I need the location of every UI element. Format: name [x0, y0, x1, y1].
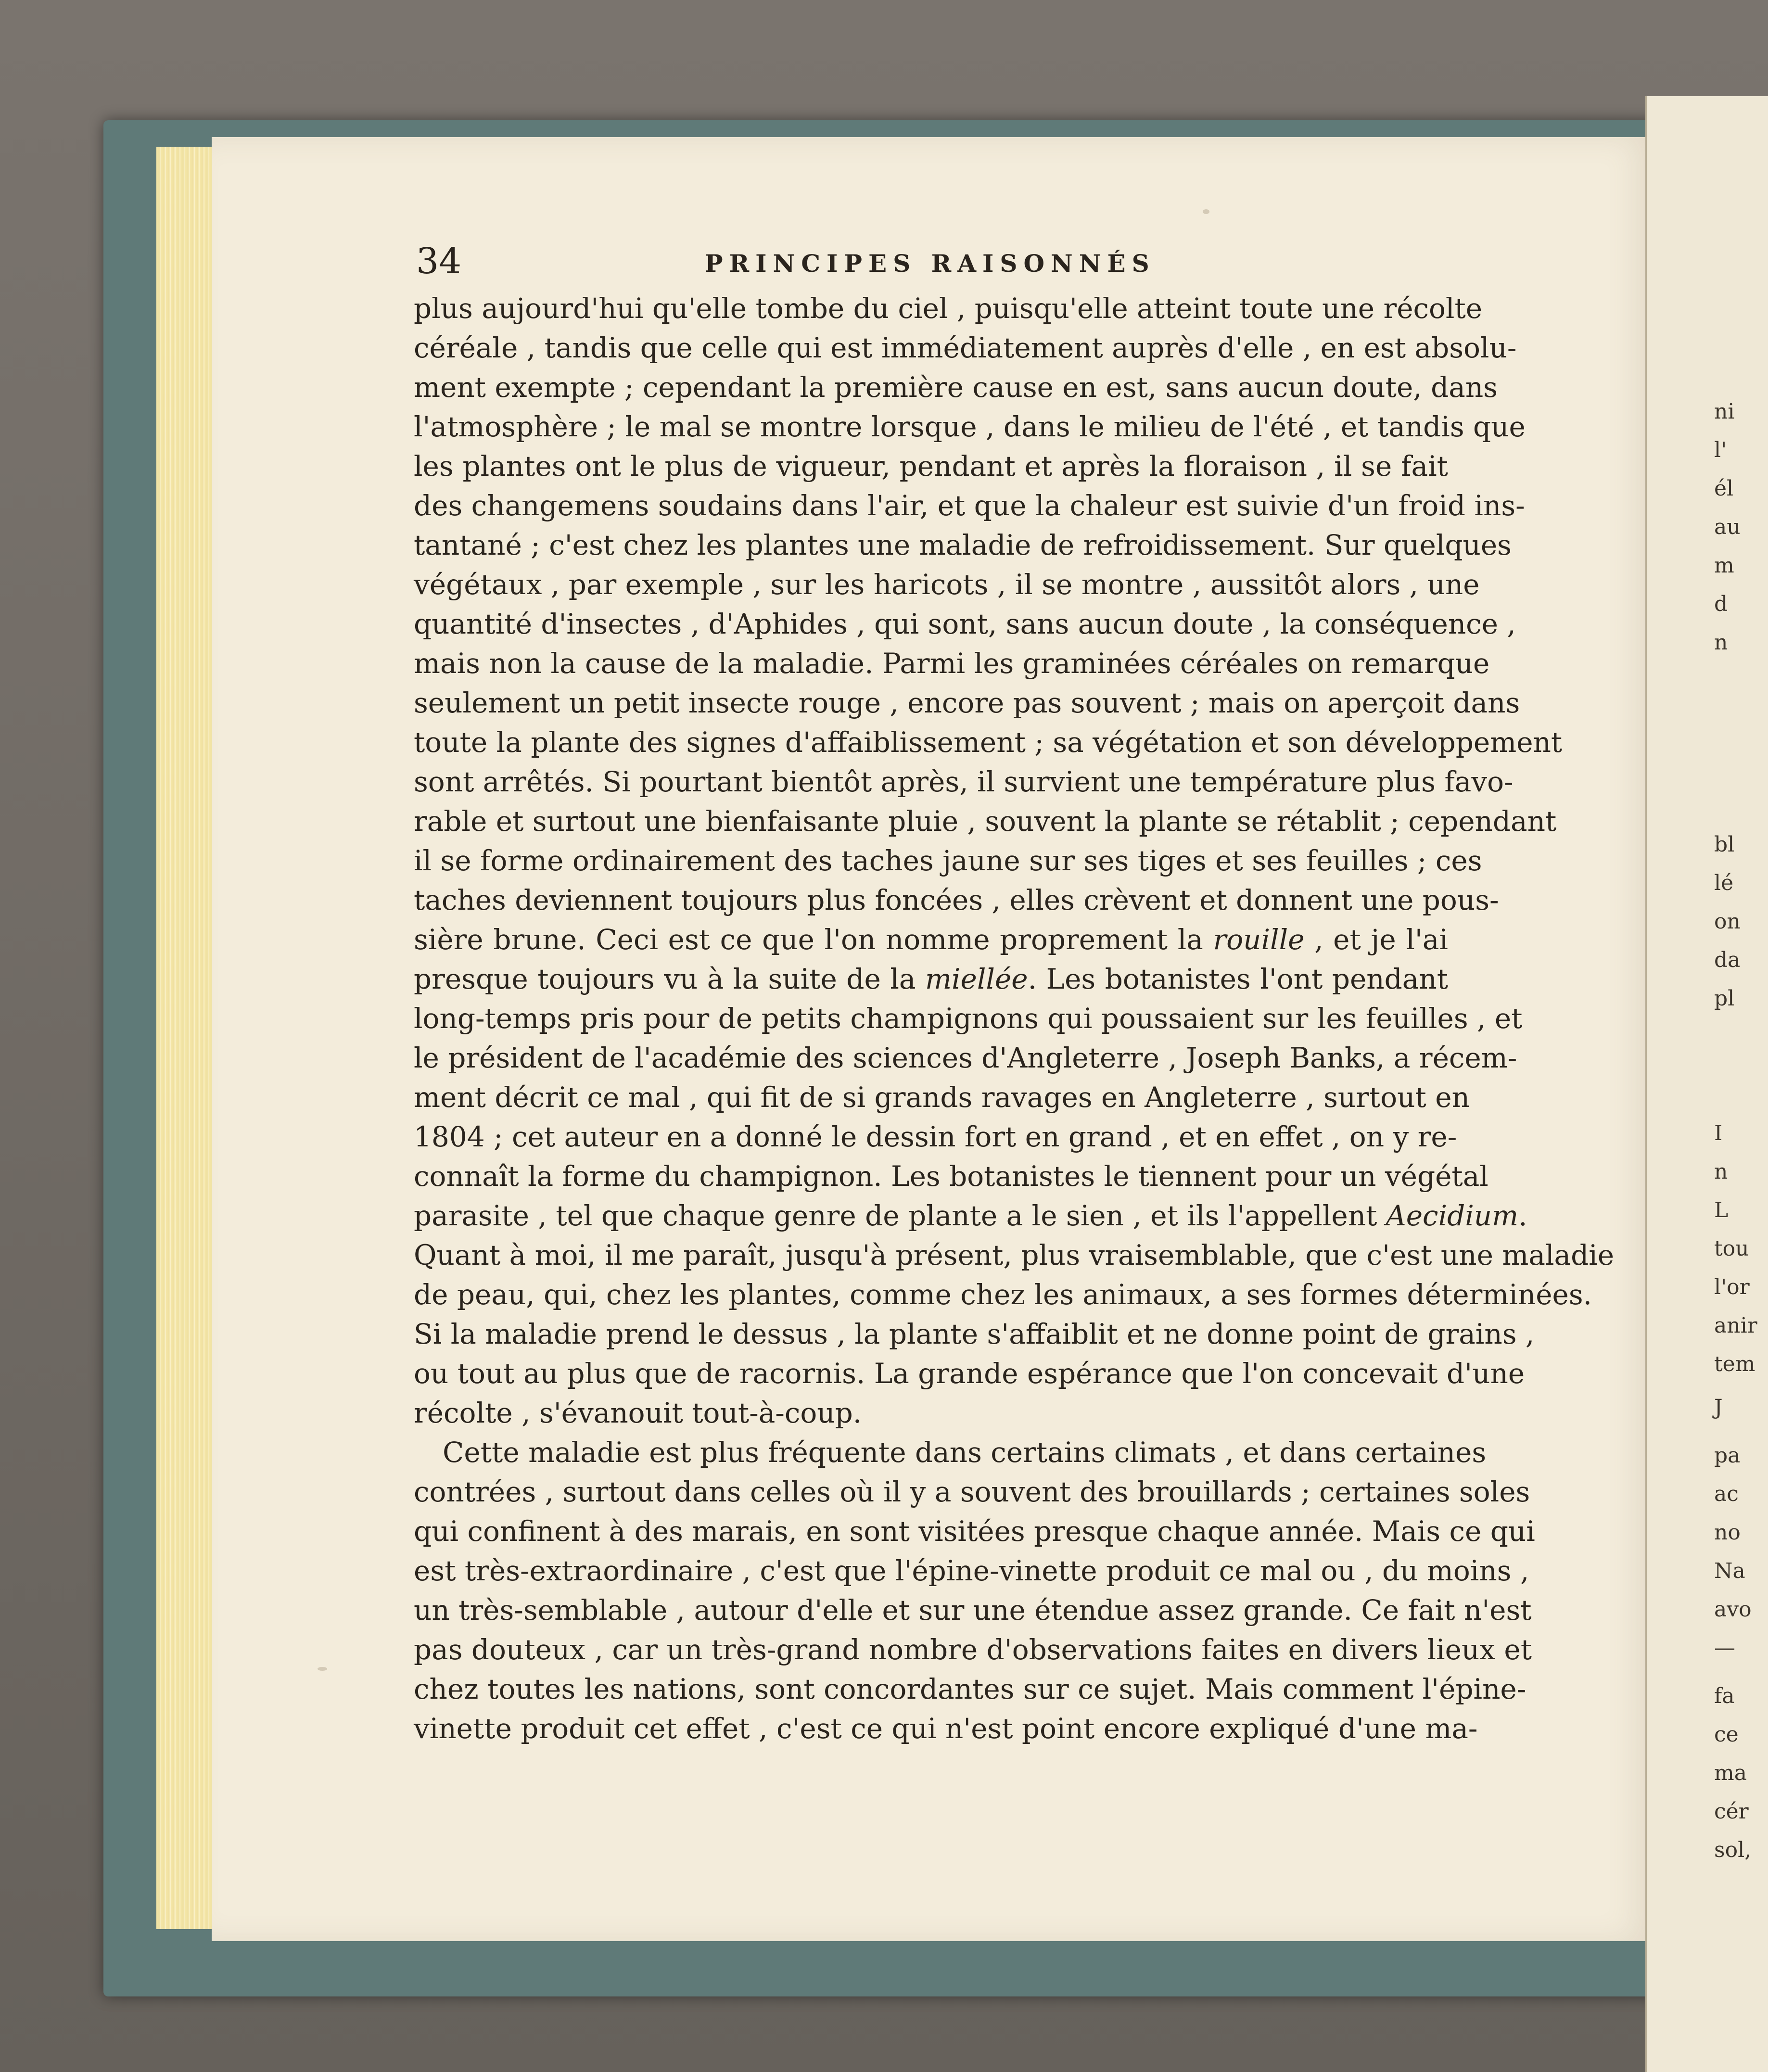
text-line: pas douteux , car un très-grand nombre d'observations faites en divers lieux et [414, 1633, 1532, 1666]
facing-fragment: cér [1714, 1799, 1749, 1824]
text-line: seulement un petit insecte rouge , encore pas souvent ; mais on aperçoit dans [414, 686, 1520, 719]
text-line: quantité d'insectes , d'Aphides , qui sont, sans aucun doute , la conséquence , [414, 608, 1516, 640]
page-number: 34 [416, 241, 462, 282]
facing-fragment: ce [1714, 1722, 1739, 1747]
facing-fragment: pa [1714, 1443, 1741, 1468]
facing-fragment: él [1714, 476, 1734, 501]
facing-fragment: lé [1714, 871, 1734, 895]
facing-fragment: tem [1714, 1352, 1755, 1376]
text-line: 1804 ; cet auteur en a donné le dessin fort en grand , et en effet , on y re- [414, 1120, 1457, 1153]
paper-spot [318, 1667, 327, 1671]
text-line: ment exempte ; cependant la première cause en est, sans aucun doute, dans [414, 371, 1498, 404]
text-line: Cette maladie est plus fréquente dans certains climats , et dans certaines [443, 1436, 1487, 1469]
facing-fragment: no [1714, 1520, 1741, 1545]
text-line: Si la maladie prend le dessus , la plante s'affaiblit et ne donne point de grains , [414, 1318, 1535, 1350]
text-line: taches deviennent toujours plus foncées , elles crèvent et donnent une pous- [414, 884, 1499, 916]
facing-fragment: fa [1714, 1684, 1735, 1708]
text-line: récolte , s'évanouit tout-à-coup. [414, 1397, 862, 1429]
facing-page-edge [1645, 96, 1768, 2072]
text-line: mais non la cause de la maladie. Parmi les graminées céréales on remarque [414, 647, 1490, 680]
facing-fragment: avo [1714, 1597, 1752, 1622]
text-line: le président de l'académie des sciences d'Angleterre , Joseph Banks, a récem- [414, 1042, 1517, 1074]
facing-fragment: tou [1714, 1236, 1749, 1261]
facing-fragment: ac [1714, 1482, 1739, 1506]
page-edges [156, 147, 214, 1929]
text-line: plus aujourd'hui qu'elle tombe du ciel , puisqu'elle atteint toute une récolte [414, 292, 1483, 325]
text-line: il se forme ordinairement des taches jaune sur ses tiges et ses feuilles ; ces [414, 844, 1482, 877]
facing-fragment: da [1714, 948, 1741, 972]
facing-fragment: n [1714, 1159, 1728, 1184]
text-line: est très-extraordinaire , c'est que l'épine-vinette produit ce mal ou , du moins , [414, 1554, 1529, 1587]
facing-fragment: pl [1714, 986, 1735, 1011]
text-line: connaît la forme du champignon. Les botanistes le tiennent pour un végétal [414, 1160, 1488, 1193]
text-line: presque toujours vu à la suite de la miellée. Les botanistes l'ont pendant [414, 963, 1448, 995]
text-line: toute la plante des signes d'affaiblissement ; sa végétation et son développement [414, 726, 1563, 759]
body-text [414, 289, 1615, 1748]
text-line: chez toutes les nations, sont concordantes sur ce sujet. Mais comment l'épine- [414, 1673, 1526, 1705]
facing-fragment: sol, [1714, 1838, 1752, 1862]
text-line: les plantes ont le plus de vigueur, pendant et après la floraison , il se fait [414, 450, 1448, 483]
text-line: parasite , tel que chaque genre de plante a le sien , et ils l'appellent Aecidium [414, 1199, 1519, 1232]
text-line: l'atmosphère ; le mal se montre lorsque , dans le milieu de l'été , et tandis que [414, 410, 1526, 443]
facing-fragment: n [1714, 630, 1728, 655]
facing-fragment: ma [1714, 1761, 1747, 1785]
text-line: tantané ; c'est chez les plantes une maladie de refroidissement. Sur quelques [414, 529, 1512, 561]
text-line: contrées , surtout dans celles où il y a souvent des brouillards ; certaines soles [414, 1475, 1530, 1508]
facing-fragment: d [1714, 592, 1728, 616]
facing-fragment: I [1714, 1121, 1723, 1145]
facing-fragment: bl [1714, 832, 1735, 857]
text-line: rable et surtout une bienfaisante pluie , souvent la plante se rétablit ; cependant [414, 805, 1557, 838]
facing-fragment: anir [1714, 1313, 1757, 1338]
text-line: Quant à moi, il me paraît, jusqu'à présent, plus vraisemblable, que c'est une maladie [414, 1239, 1615, 1271]
facing-fragment: l'or [1714, 1275, 1750, 1299]
text-line: ou tout au plus que de racornis. La grande espérance que l'on concevait d'une [414, 1357, 1525, 1390]
facing-fragment: on [1714, 909, 1741, 934]
text-line: un très-semblable , autour d'elle et sur une étendue assez grande. Ce fait n'est [414, 1594, 1532, 1627]
text-line: sont arrêtés. Si pourtant bientôt après, il survient une température plus favo- [414, 765, 1514, 798]
running-title: PRINCIPES RAISONNÉS [705, 249, 1156, 278]
text-line: vinette produit cet effet , c'est ce qui n'est point encore expliqué d'une ma- [414, 1712, 1478, 1745]
text-line: qui confinent à des marais, en sont visitées presque chaque année. Mais ce qui [414, 1515, 1535, 1548]
facing-fragment: L [1714, 1198, 1729, 1222]
page-header [416, 241, 1210, 284]
paper-spot [1203, 209, 1209, 214]
facing-fragment: au [1714, 515, 1741, 539]
facing-fragment: l' [1714, 438, 1727, 462]
facing-fragment: m [1714, 553, 1734, 578]
text-line: long-temps pris pour de petits champignons qui poussaient sur les feuilles , et [414, 1002, 1523, 1035]
text-line: des changemens soudains dans l'air, et que la chaleur est suivie d'un froid ins- [414, 489, 1525, 522]
text-line: céréale , tandis que celle qui est immédiatement auprès d'elle , en est absolu- [414, 331, 1517, 364]
facing-fragment: Na [1714, 1559, 1745, 1583]
text-line: végétaux , par exemple , sur les haricots , il se montre , aussitôt alors , une [414, 568, 1480, 601]
facing-fragment: ni [1714, 399, 1735, 424]
facing-fragment: — [1714, 1636, 1735, 1660]
text-line: de peau, qui, chez les plantes, comme chez les animaux, a ses formes déterminées. [414, 1278, 1592, 1311]
text-line: ment décrit ce mal , qui fit de si grands ravages en Angleterre , surtout en [414, 1081, 1470, 1114]
facing-fragment: J [1714, 1395, 1723, 1420]
text-line: sière brune. Ceci est ce que l'on nomme proprement la rouille , et je l'ai [414, 923, 1448, 956]
